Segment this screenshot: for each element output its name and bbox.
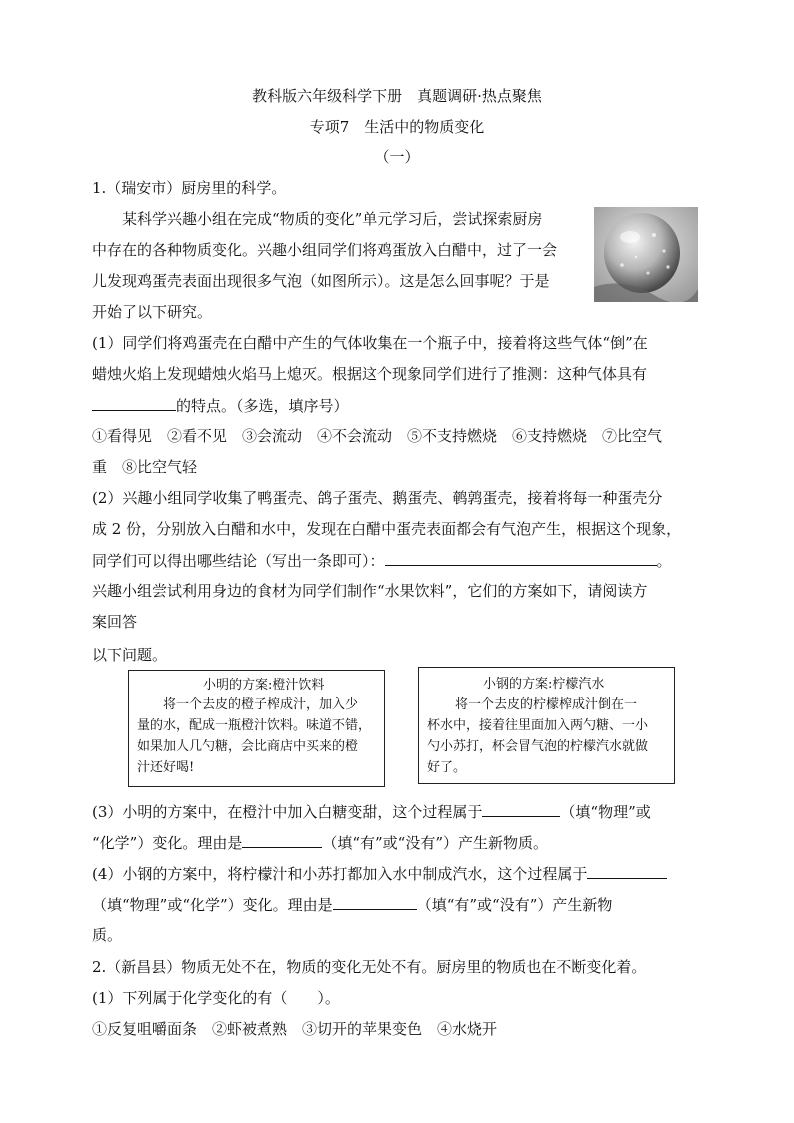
drink-intro-line: 兴趣小组尝试利用身边的食材为同学们制作“水果饮料”，它们的方案如下，请阅读方 — [92, 582, 648, 600]
answer-blank[interactable] — [587, 863, 667, 879]
q1-part4-text: (4）小钢的方案中，将柠檬汁和小苏打都加入水中制成汽水，这个过程属于 — [92, 865, 588, 883]
answer-blank[interactable] — [482, 801, 560, 817]
q1-part3-text: “化学”）变化。理由是 — [92, 834, 243, 852]
q1-options-line: 重 ⑧比空气轻 — [92, 458, 198, 476]
q1-part3-line — [92, 801, 651, 822]
period: 。 — [656, 552, 672, 570]
answer-blank[interactable] — [92, 395, 176, 411]
q1-part4-line: 质。 — [92, 926, 123, 944]
egg-in-vinegar-photo — [594, 207, 698, 302]
question-1-heading: 1.（瑞安市）厨房里的科学。 — [92, 179, 287, 197]
q1-options-line: ①看得见 ②看不见 ③会流动 ④不会流动 ⑤不支持燃烧 ⑥支持燃烧 ⑦比空气 — [92, 427, 663, 445]
box-line: 汁还好喝! — [137, 760, 195, 775]
box-title: 小明的方案:橙汁饮料 — [203, 678, 325, 693]
q1-part1-line: 蜡烛火焰上发现蜡烛火焰马上熄灭。根据这个现象同学们进行了推测：这种气体具有 — [92, 365, 648, 383]
q1-part4-line — [92, 894, 612, 915]
q1-part4-text: （填“有”或“没有”）产生新物 — [416, 896, 613, 914]
q1-part2-line: 成 2 份，分别放入白醋和水中，发现在白醋中蛋壳表面都会有气泡产生，根据这个现象， — [92, 520, 682, 538]
q2-options-line: ①反复咀嚼面条 ②虾被煮熟 ③切开的苹果变色 ④水烧开 — [92, 1020, 498, 1038]
part-label: （一） — [374, 148, 420, 166]
box-line: 勺小苏打，杯会冒气泡的柠檬汽水就做 — [427, 739, 649, 754]
drink-intro-line: 以下问题。 — [92, 646, 168, 664]
section-title: 专项7 生活中的物质变化 — [309, 118, 485, 136]
egg-in-vinegar-image — [594, 207, 698, 302]
q1-intro-line: 开始了以下研究。 — [92, 303, 213, 321]
drink-intro-line: 案回答 — [92, 613, 138, 631]
xiaogang-plan-box — [418, 667, 675, 784]
q1-intro-line: 某科学兴趣小组在完成“物质的变化”单元学习后，尝试探索厨房 — [122, 210, 543, 228]
q1-part3-text: （填“有”或“没有”）产生新物质。 — [322, 834, 549, 852]
q1-part2-line: (2）兴趣小组同学收集了鸭蛋壳、鸽子蛋壳、鹅蛋壳、鹌鹑蛋壳，接着将每一种蛋壳分 — [92, 489, 663, 507]
q1-part3-text: （填“物理”或 — [560, 803, 651, 821]
q1-part1-tail: 的特点。（多选，填序号） — [176, 397, 349, 415]
box-title: 小钢的方案:柠檬汽水 — [483, 677, 605, 692]
box-line: 量的水，配成一瓶橙汁饮料。味道不错， — [137, 718, 372, 733]
q1-part3-text: (3）小明的方案中，在橙汁中加入白糖变甜，这个过程属于 — [92, 803, 483, 821]
answer-blank[interactable] — [242, 832, 322, 848]
xiaoming-plan-box — [128, 670, 385, 787]
box-line: 好了。 — [427, 760, 467, 775]
q1-part2-tail: 同学们可以得出哪些结论（写出一条即可）： — [92, 552, 385, 570]
q1-part2-answer-line — [92, 550, 672, 571]
q1-part1-answer-line — [92, 395, 349, 416]
page-title: 教科版六年级科学下册 真题调研·热点聚焦 — [252, 87, 542, 105]
box-line: 将一个去皮的柠檬榨成汁倒在一 — [455, 697, 638, 712]
q1-intro-line: 儿发现鸡蛋壳表面出现很多气泡（如图所示）。这是怎么回事呢？于是 — [92, 272, 550, 290]
q1-part4-text: （填“物理”或“化学”）变化。理由是 — [92, 896, 333, 914]
box-line: 将一个去皮的橙子榨成汁，加入少 — [163, 697, 359, 712]
box-line: 杯水中，接着往里面加入两勺糖、一小 — [427, 718, 649, 733]
q2-part1-line: (1）下列属于化学变化的有（ ）。 — [92, 989, 340, 1007]
answer-blank[interactable] — [385, 550, 657, 566]
q1-part3-line — [92, 832, 548, 853]
question-2-heading: 2.（新昌县）物质无处不在，物质的变化无处不有。厨房里的物质也在不断变化着。 — [92, 958, 647, 976]
answer-blank[interactable] — [333, 894, 417, 910]
q1-intro-line: 中存在的各种物质变化。兴趣小组同学们将鸡蛋放入白醋中，过了一会 — [92, 241, 558, 259]
q1-part4-line — [92, 863, 667, 884]
box-line: 如果加人几勺糖，会比商店中买来的橙 — [137, 739, 359, 754]
q1-part1-line: (1）同学们将鸡蛋壳在白醋中产生的气体收集在一个瓶子中，接着将这些气体“倒”在 — [92, 334, 648, 352]
